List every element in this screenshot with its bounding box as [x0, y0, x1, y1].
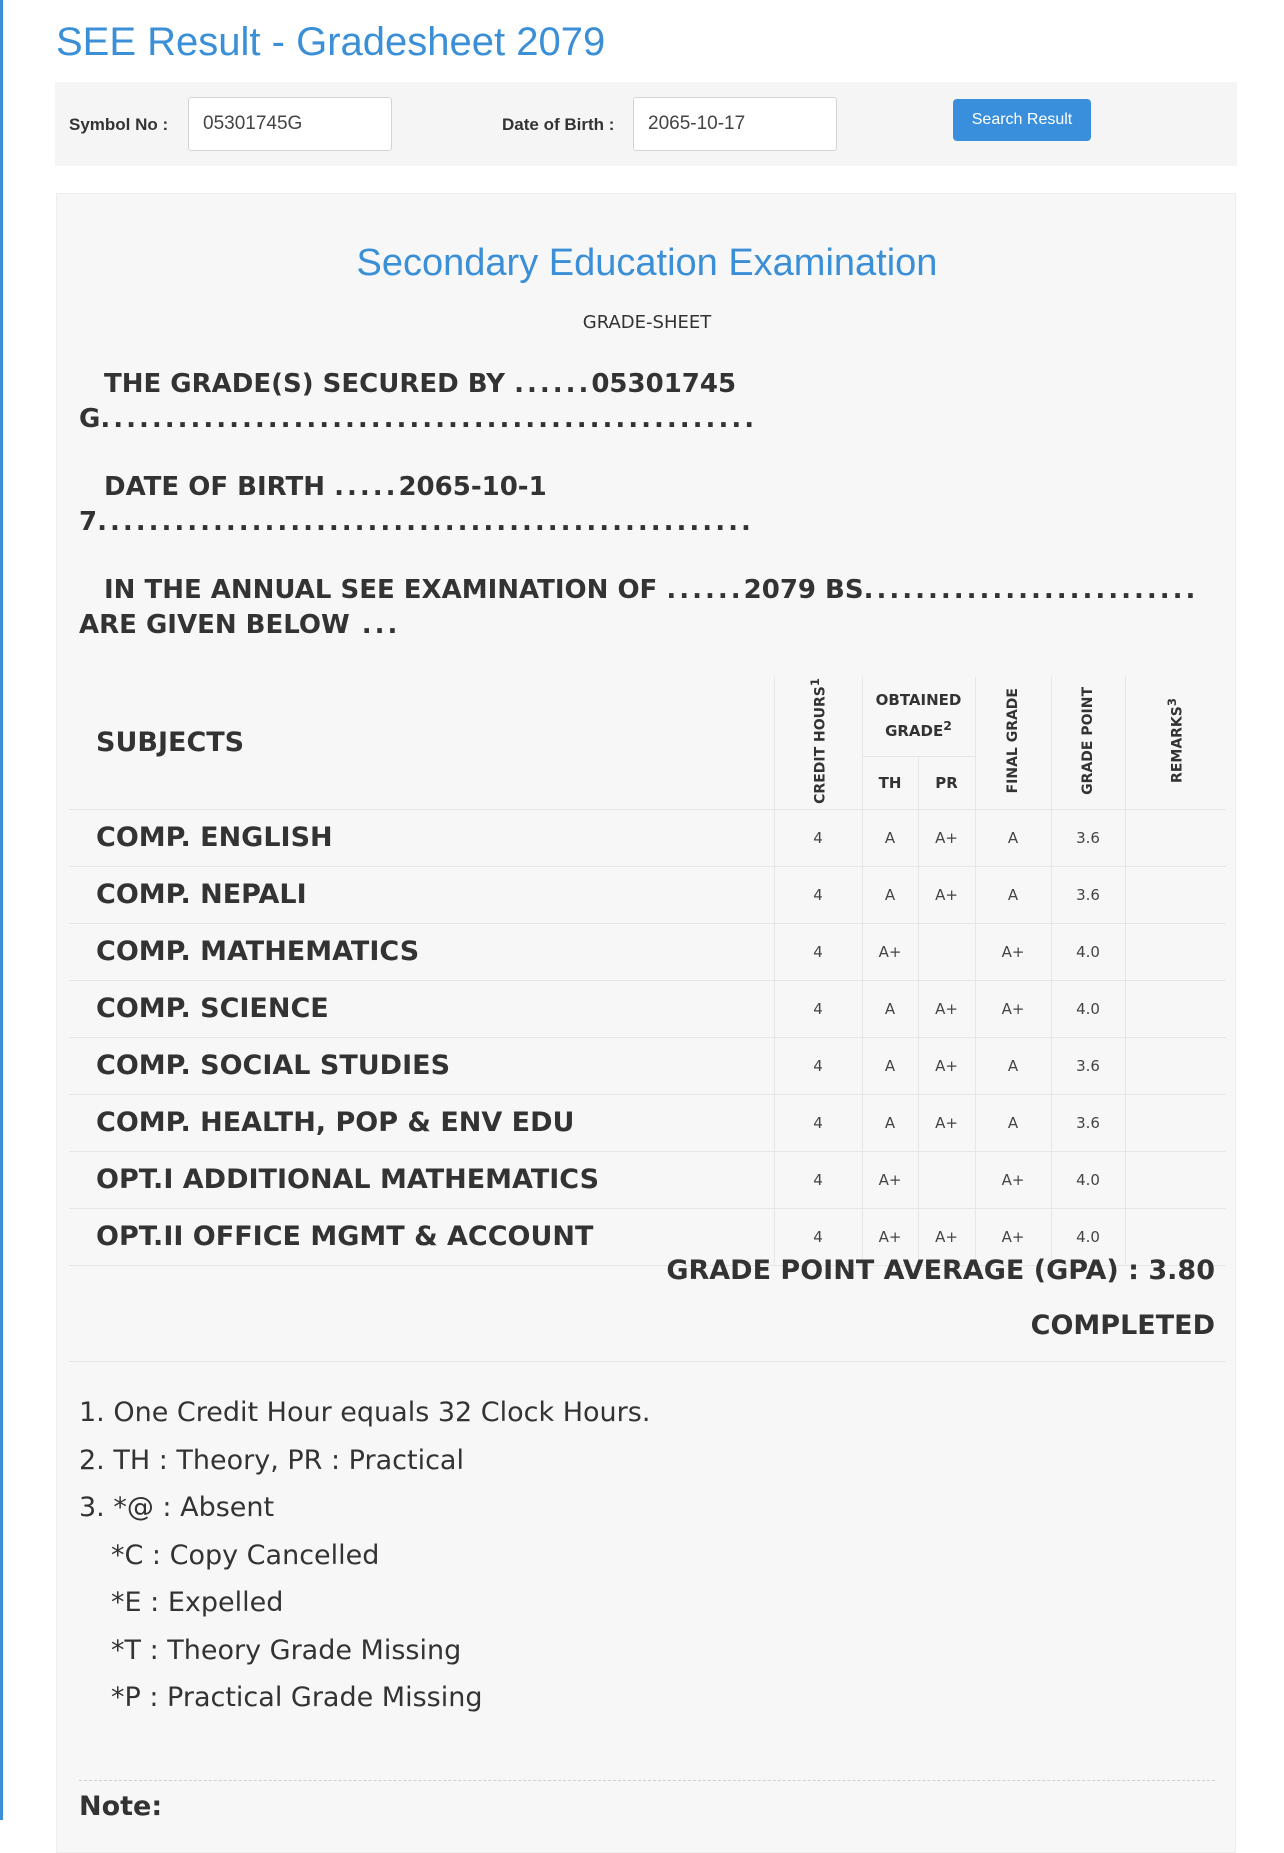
final-grade-cell: A	[975, 866, 1051, 923]
pr-grade-cell: A+	[918, 1094, 975, 1151]
credit-hours-header: CREDIT HOURS$^1$	[774, 677, 862, 809]
th-header: TH	[862, 756, 918, 809]
table-row	[69, 866, 1226, 923]
final-grade-cell: A+	[975, 1208, 1051, 1265]
th-grade-cell: A	[862, 866, 918, 923]
final-grade-header: FINAL GRADE	[975, 677, 1051, 809]
remarks-cell	[1125, 923, 1226, 980]
page-title: SEE Result - Gradesheet 2079	[56, 20, 606, 64]
grade-point-cell: 3.6	[1051, 866, 1125, 923]
th-grade-cell: A	[862, 1037, 918, 1094]
subject-cell: COMP. SOCIAL STUDIES	[69, 1037, 774, 1094]
result-status: COMPLETED	[1030, 1310, 1215, 1341]
th-grade-cell: A+	[862, 1208, 918, 1265]
th-grade-cell: A+	[862, 923, 918, 980]
pr-grade-cell	[918, 1151, 975, 1208]
subject-cell: COMP. NEPALI	[69, 866, 774, 923]
given-below-text: ARE GIVEN BELOW	[79, 610, 350, 640]
exam-line-label: IN THE ANNUAL SEE EXAMINATION OF	[104, 575, 658, 605]
th-grade-cell: A+	[862, 1151, 918, 1208]
grade-point-cell: 3.6	[1051, 1094, 1125, 1151]
subject-cell: COMP. MATHEMATICS	[69, 923, 774, 980]
pr-grade-cell: A+	[918, 980, 975, 1037]
credit-hours-cell: 4	[774, 980, 862, 1037]
search-result-button[interactable]: Search Result	[953, 99, 1091, 141]
subject-cell: COMP. ENGLISH	[69, 809, 774, 866]
dob-line-value: 2065-10-17	[79, 472, 547, 537]
credit-hours-cell: 4	[774, 1037, 862, 1094]
final-grade-cell: A	[975, 1037, 1051, 1094]
remarks-cell	[1125, 1151, 1226, 1208]
footnote-theory-missing: *T : Theory Grade Missing	[111, 1635, 462, 1666]
subject-cell: COMP. HEALTH, POP & ENV EDU	[69, 1094, 774, 1151]
credit-hours-cell: 4	[774, 1208, 862, 1265]
grade-point-header: GRADE POINT	[1051, 677, 1125, 809]
credit-hours-cell: 4	[774, 809, 862, 866]
final-grade-cell: A+	[975, 923, 1051, 980]
dob-input[interactable]	[633, 97, 837, 151]
remarks-cell	[1125, 1094, 1226, 1151]
remarks-cell	[1125, 809, 1226, 866]
footnote-copy-cancelled: *C : Copy Cancelled	[111, 1540, 380, 1571]
remarks-cell	[1125, 980, 1226, 1037]
exam-title: Secondary Education Examination	[356, 242, 938, 284]
credit-hours-cell: 4	[774, 866, 862, 923]
grade-point-cell: 3.6	[1051, 1037, 1125, 1094]
table-row	[69, 1151, 1226, 1208]
subjects-header: SUBJECTS	[69, 677, 774, 809]
search-panel	[55, 82, 1237, 166]
secured-by-value: 05301745G	[79, 369, 737, 434]
subject-cell: OPT.I ADDITIONAL MATHEMATICS	[69, 1151, 774, 1208]
gpa-text: GRADE POINT AVERAGE (GPA) : 3.80	[666, 1255, 1215, 1286]
footnote-credit-hour: 1. One Credit Hour equals 32 Clock Hours.	[79, 1397, 651, 1428]
gradesheet	[56, 193, 1236, 1853]
dob-line-label: DATE OF BIRTH	[104, 472, 325, 502]
symbol-no-label: Symbol No :	[69, 115, 169, 134]
table-row	[69, 1094, 1226, 1151]
subject-cell: OPT.II OFFICE MGMT & ACCOUNT	[69, 1208, 774, 1265]
table-row	[69, 923, 1226, 980]
table-row	[69, 980, 1226, 1037]
grade-point-cell: 4.0	[1051, 1151, 1125, 1208]
final-grade-cell: A+	[975, 980, 1051, 1037]
footnote-absent: 3. *@ : Absent	[79, 1492, 275, 1523]
secured-by-label: THE GRADE(S) SECURED BY	[104, 369, 505, 399]
exam-line-value: 2079 BS	[743, 575, 864, 605]
dob-label: Date of Birth :	[502, 115, 615, 134]
th-grade-cell: A	[862, 980, 918, 1037]
note-label: Note:	[79, 1791, 163, 1822]
dob-line: DATE OF BIRTH .....2065-10-17...................................................	[79, 472, 754, 537]
remarks-cell	[1125, 1037, 1226, 1094]
pr-header: PR	[918, 756, 975, 809]
pr-grade-cell	[918, 923, 975, 980]
pr-grade-cell: A+	[918, 1037, 975, 1094]
grade-point-cell: 4.0	[1051, 923, 1125, 980]
pr-grade-cell: A+	[918, 866, 975, 923]
footnote-practical-missing: *P : Practical Grade Missing	[111, 1682, 483, 1713]
final-grade-cell: A+	[975, 1151, 1051, 1208]
exam-line: IN THE ANNUAL SEE EXAMINATION OF ......2079 BS..........................ARE GIVEN BELOW ...	[79, 575, 1199, 640]
remarks-cell	[1125, 866, 1226, 923]
symbol-no-input[interactable]	[188, 97, 392, 151]
credit-hours-cell: 4	[774, 1094, 862, 1151]
remarks-header: REMARKS$^3$	[1125, 677, 1226, 809]
grade-point-cell: 4.0	[1051, 1208, 1125, 1265]
final-grade-cell: A	[975, 809, 1051, 866]
sheet-subtitle: GRADE-SHEET	[582, 312, 712, 333]
footnote-th-pr: 2. TH : Theory, PR : Practical	[79, 1445, 464, 1476]
note-divider	[79, 1780, 1215, 1781]
table-row	[69, 809, 1226, 866]
obtained-grade-header: OBTAINED GRADE$^2$	[862, 677, 975, 756]
th-grade-cell: A	[862, 809, 918, 866]
th-grade-cell: A	[862, 1094, 918, 1151]
credit-hours-cell: 4	[774, 923, 862, 980]
credit-hours-cell: 4	[774, 1151, 862, 1208]
page-left-border	[0, 0, 3, 1820]
grade-point-cell: 4.0	[1051, 980, 1125, 1037]
final-grade-cell: A	[975, 1094, 1051, 1151]
subject-cell: COMP. SCIENCE	[69, 980, 774, 1037]
table-row	[69, 1037, 1226, 1094]
pr-grade-cell: A+	[918, 1208, 975, 1265]
grades-table	[69, 677, 1226, 1266]
pr-grade-cell: A+	[918, 809, 975, 866]
secured-by-line: THE GRADE(S) SECURED BY ......05301745G...................................................	[79, 369, 758, 434]
footnote-expelled: *E : Expelled	[111, 1587, 284, 1618]
grade-point-cell: 3.6	[1051, 809, 1125, 866]
divider	[69, 1361, 1226, 1362]
